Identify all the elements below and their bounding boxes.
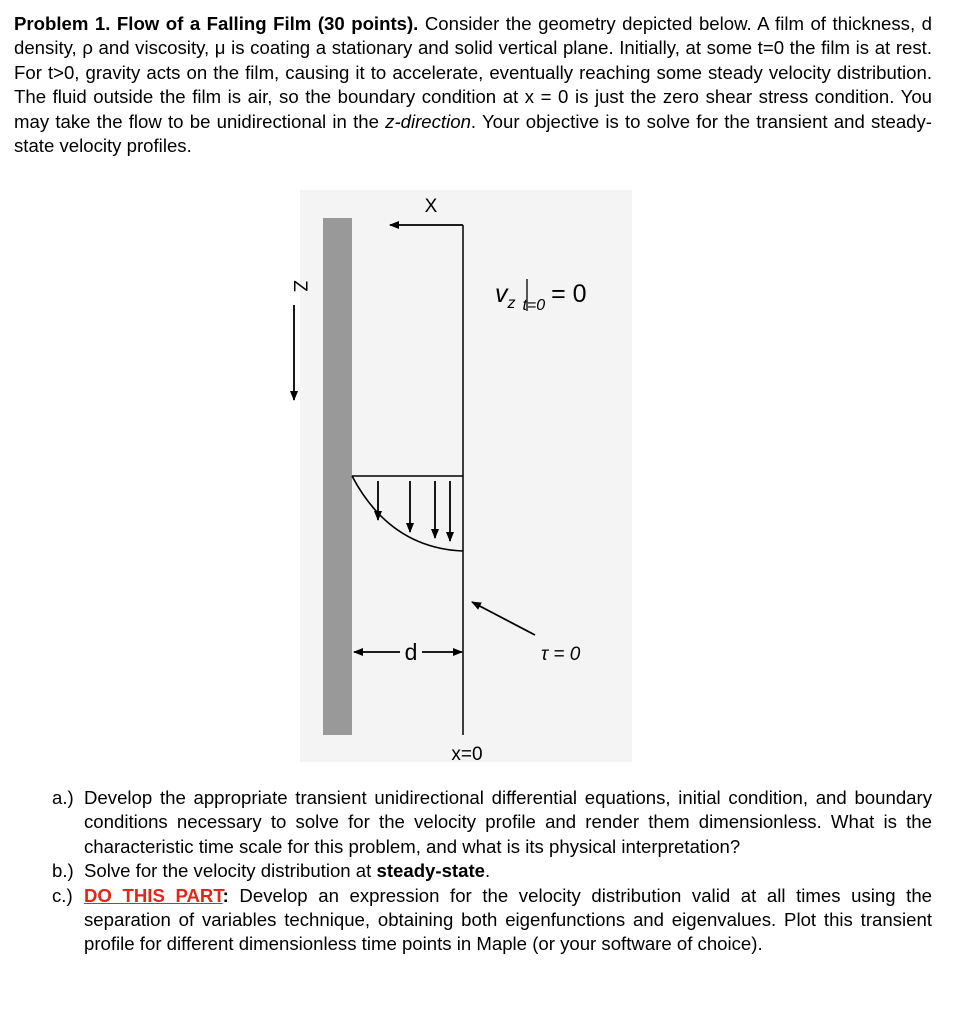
problem-text-1: Consider the geometry depicted below. A film of thickness, d density, ρ and viscosity, μ is coating a stationary and solid vertical plane. Initially, at some t=0 the film is at rest. For t>0, gravity acts on the film, causing it to accelerate, eventually reaching some steady velocity distribution. The fluid outside the film is air, so the boundary condition at x = 0 is just the zero shear stress condition. You may take the flow to be unidirectional in the <box>14 13 932 132</box>
problem-parts <box>52 786 932 957</box>
problem-heading: Problem 1. Flow of a Falling Film (30 points). <box>14 13 419 34</box>
part-text-before: Solve for the velocity distribution at <box>84 860 377 882</box>
x-axis-label: X <box>424 196 438 217</box>
part-text <box>84 859 932 883</box>
thickness-label: d <box>404 639 418 665</box>
solid-wall <box>323 218 352 735</box>
part-label: b.) <box>52 860 74 882</box>
part-label: a.) <box>52 787 74 808</box>
part-label: c.) <box>52 884 73 906</box>
part-text-after: . <box>485 860 491 882</box>
ic-eq: = 0 <box>551 280 587 308</box>
direction-text: z-direction <box>385 110 471 132</box>
do-this-part-highlight: DO THIS PART <box>84 884 223 906</box>
ic-sub-z: z <box>507 295 516 312</box>
ic-v: v <box>495 280 508 308</box>
ic-sub-t: t=0 <box>522 297 546 314</box>
highlight-colon: : <box>222 884 229 906</box>
part-b <box>52 859 932 883</box>
z-axis-label: Z <box>289 280 310 292</box>
problem-text-2: . Your objective is to solve for the transient and steady-state velocity profiles. <box>14 110 932 157</box>
surface-position-label: x=0 <box>451 744 483 765</box>
part-text <box>84 884 932 957</box>
part-c <box>52 884 932 957</box>
steady-state-term: steady-state <box>376 860 485 882</box>
part-text-body: Develop an expression for the velocity distribution valid at all times using the separation of variables technique, obtaining both eigenfunctions and eigenvalues. Plot this transient profile for different dimensionless time points in Maple (or your software of choice). <box>84 884 933 955</box>
part-text: Develop the appropriate transient unidirectional differential equations, initial condition, and boundary conditions necessary to solve for the velocity profile and render them dimensionless. What is the characteristic time scale for this problem, and what is its physical interpretation? <box>84 787 932 857</box>
ic-bar <box>516 280 523 308</box>
shear-condition-label: τ = 0 <box>541 644 581 665</box>
part-a <box>52 786 932 859</box>
